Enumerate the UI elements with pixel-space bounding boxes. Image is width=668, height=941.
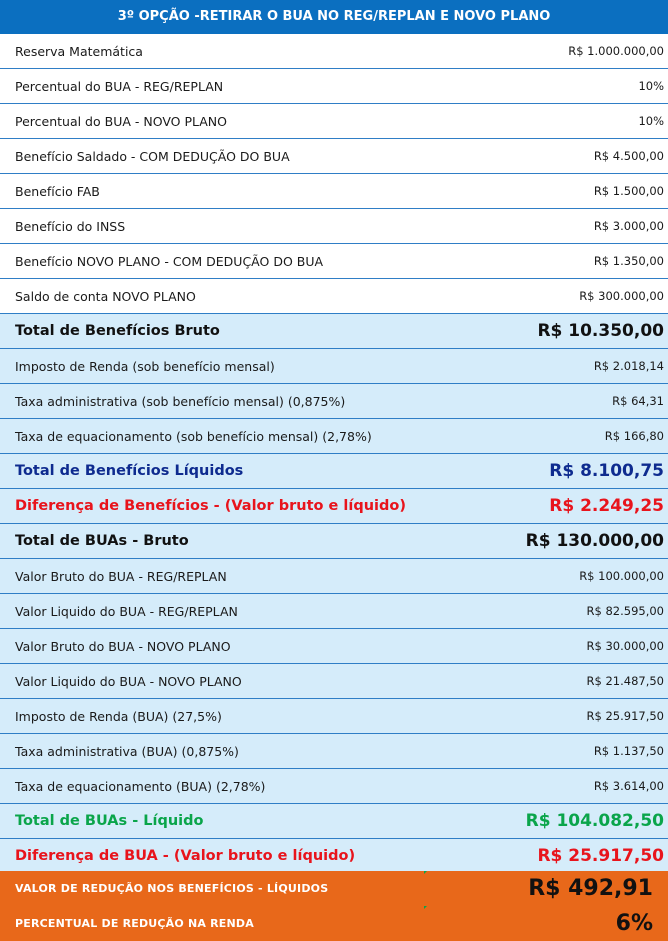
row-value: R$ 2.249,25 [549,496,664,516]
summary-percent-row [0,906,668,941]
row-taxa-administrativa-bua [0,734,668,769]
row-label: Imposto de Renda (BUA) (27,5%) [15,708,222,724]
row-value: 10% [638,79,664,93]
row-total-buas-liquido [0,804,668,839]
row-value: R$ 82.595,00 [586,604,664,618]
row-label: Reserva Matemática [15,43,143,59]
row-beneficio-inss [0,209,668,244]
row-value: R$ 2.018,14 [593,359,664,373]
row-value: R$ 25.917,50 [586,709,664,723]
row-imposto-renda-bua [0,699,668,734]
row-value: R$ 8.100,75 [549,461,664,481]
row-taxa-administrativa [0,384,668,419]
row-percentual-bua-novo [0,104,668,139]
row-diferenca-bua [0,839,668,874]
row-label: Benefício Saldado - COM DEDUÇÃO DO BUA [15,148,290,164]
row-label: Benefício FAB [15,183,100,199]
row-label: Valor Bruto do BUA - REG/REPLAN [15,568,227,584]
summary-percent-label: PERCENTUAL DE REDUÇÃO NA RENDA [15,917,254,930]
row-label: Imposto de Renda (sob benefício mensal) [15,358,275,374]
row-imposto-renda [0,349,668,384]
row-beneficio-saldado [0,139,668,174]
row-label: Total de Benefícios Líquidos [15,463,244,479]
row-value: R$ 30.000,00 [586,639,664,653]
row-valor-liquido-bua-reg [0,594,668,629]
row-label: Taxa de equacionamento (BUA) (2,78%) [15,778,266,794]
row-total-beneficios-bruto [0,314,668,349]
row-label: Percentual do BUA - NOVO PLANO [15,113,227,129]
row-label: Benefício NOVO PLANO - COM DEDUÇÃO DO BUA [15,253,324,269]
summary-reduction-row [0,871,668,906]
row-beneficio-fab [0,174,668,209]
row-value: R$ 130.000,00 [525,531,664,551]
row-diferenca-beneficios [0,489,668,524]
row-label: Benefício do INSS [15,218,126,234]
row-percentual-bua-reg [0,69,668,104]
row-saldo-conta [0,279,668,314]
row-value: R$ 100.000,00 [579,569,664,583]
summary-panel [0,871,668,941]
row-value: R$ 1.000.000,00 [568,44,664,58]
row-label: Valor Liquido do BUA - REG/REPLAN [15,603,238,619]
row-value: R$ 64,31 [612,394,664,408]
row-valor-liquido-bua-novo [0,664,668,699]
row-label: Taxa administrativa (BUA) (0,875%) [15,743,239,759]
row-value: R$ 1.137,50 [593,744,664,758]
row-label: Total de BUAs - Líquido [15,813,204,829]
row-valor-bruto-bua-reg [0,559,668,594]
row-label: Taxa de equacionamento (sob benefício mensal) (2,78%) [15,428,372,444]
row-label: Diferença de Benefícios - (Valor bruto e líquido) [15,498,406,514]
row-label: Valor Liquido do BUA - NOVO PLANO [15,673,242,689]
row-valor-bruto-bua-novo [0,629,668,664]
row-label: Diferença de BUA - (Valor bruto e líquido) [15,848,356,864]
row-value: R$ 1.350,00 [593,254,664,268]
summary-reduction-value: R$ 492,91 [528,876,653,901]
row-value: R$ 166,80 [604,429,664,443]
row-value: 10% [638,114,664,128]
row-value: R$ 21.487,50 [586,674,664,688]
row-label: Valor Bruto do BUA - NOVO PLANO [15,638,231,654]
row-value: R$ 3.000,00 [593,219,664,233]
row-beneficio-novo-plano [0,244,668,279]
row-value: R$ 25.917,50 [537,846,664,866]
summary-reduction-label: VALOR DE REDUÇÃO NOS BENEFÍCIOS - LÍQUIDOS [15,882,329,895]
row-value: R$ 3.614,00 [593,779,664,793]
row-taxa-equacionamento [0,419,668,454]
row-total-beneficios-liquidos [0,454,668,489]
row-label: Total de Benefícios Bruto [15,323,220,339]
cell-comment-marker [424,871,427,874]
row-label: Percentual do BUA - REG/REPLAN [15,78,224,94]
row-value: R$ 1.500,00 [593,184,664,198]
row-total-buas-bruto [0,524,668,559]
summary-percent-value: 6% [615,911,653,936]
row-value: R$ 104.082,50 [525,811,664,831]
row-label: Total de BUAs - Bruto [15,533,189,549]
header-title: 3º OPÇÃO -RETIRAR O BUA NO REG/REPLAN E NOVO PLANO [117,9,551,24]
row-label: Taxa administrativa (sob benefício mensal) (0,875%) [15,393,346,409]
cell-comment-marker [424,906,427,909]
row-label: Saldo de conta NOVO PLANO [15,288,196,304]
row-value: R$ 300.000,00 [579,289,664,303]
table-header [0,0,668,34]
row-value: R$ 10.350,00 [537,321,664,341]
row-taxa-equacionamento-bua [0,769,668,804]
row-value: R$ 4.500,00 [593,149,664,163]
row-reserva-matematica [0,34,668,69]
